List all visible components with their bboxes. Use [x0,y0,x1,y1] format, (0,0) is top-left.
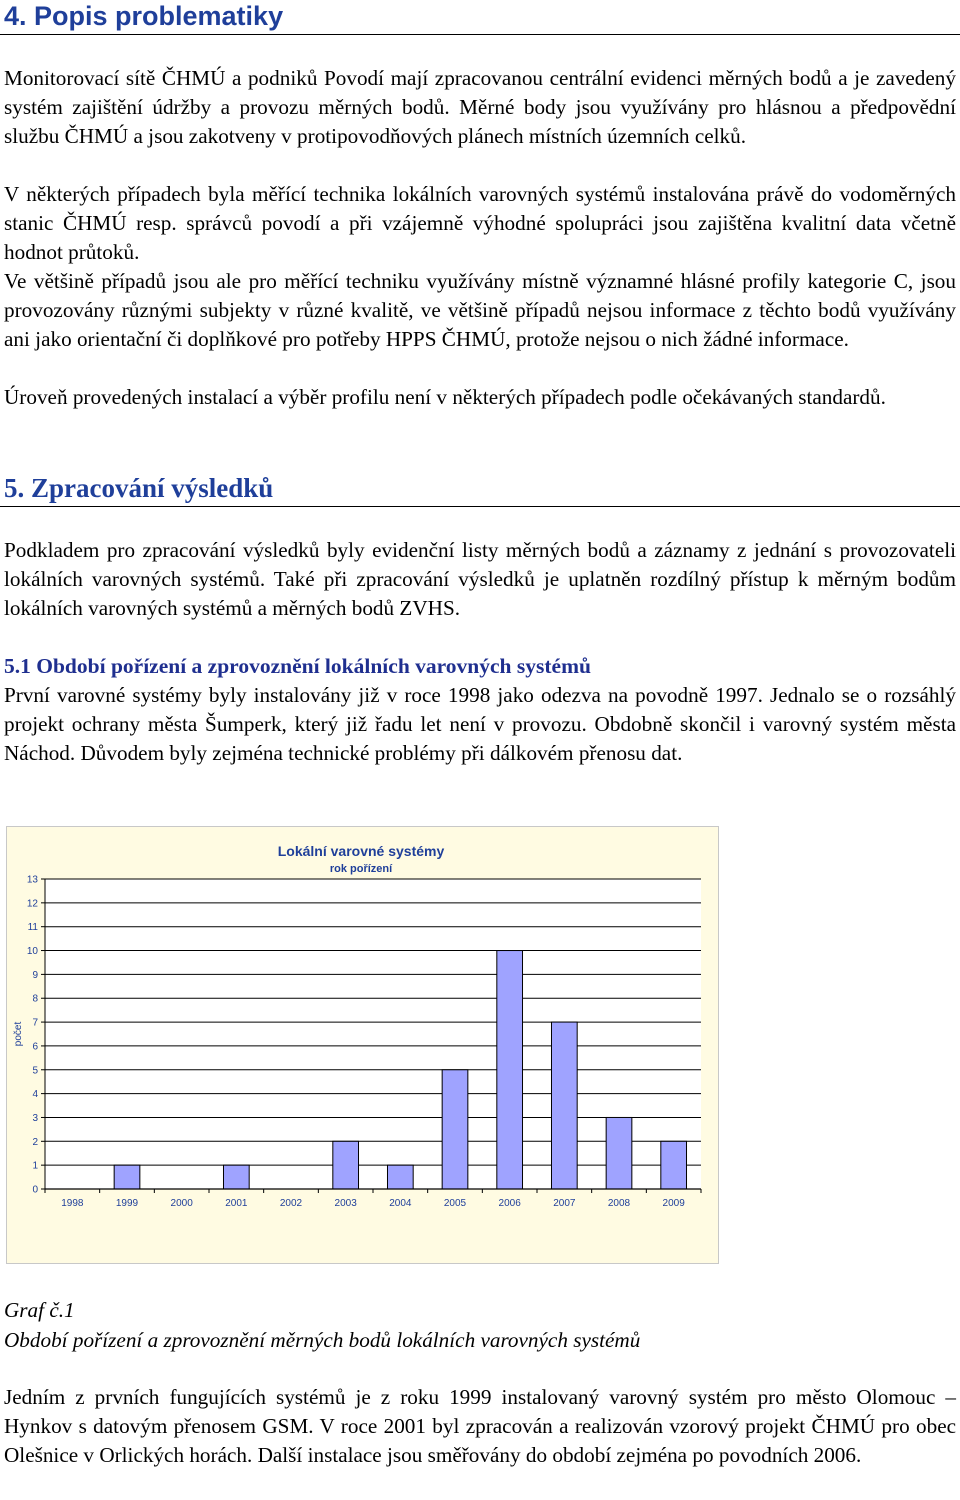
chart-container [6,826,719,1264]
plot-area [45,879,701,1189]
chart-subtitle: rok pořízení [329,863,393,875]
section-5-1-paragraph-1: První varovné systémy byly instalovány již v roce 1998 jako odezva na povodně 1997. Jednalo se o rozsáhlý projekt ochrany města Šumperk, který již řadu let není v provozu. Obdobně skončil i varovný systém města Náchod. Důvodem byly zejména technické problémy při dálkovém přenosu dat. [4,683,956,765]
bar-2007 [551,1022,577,1189]
bar-1999 [114,1165,140,1189]
y-tick-label: 13 [26,874,38,886]
x-tick-label: 2004 [389,1198,412,1209]
section-5-paragraph-1: Podkladem pro zpracování výsledků byly evidenční listy měrných bodů a záznamy z jednání s provozovateli lokálních varovných systémů. Také při zpracování výsledků je uplatněn rozdílný přístup k měrným bodům lokálních varovných systémů a měrných bodů ZVHS. [4,538,956,620]
bar-2008 [606,1117,632,1189]
y-tick-label: 10 [26,946,38,958]
y-tick-label: 7 [32,1017,38,1029]
y-tick-label: 8 [32,993,38,1005]
y-tick-label: 6 [32,1041,38,1053]
chart-title: Lokální varovné systémy [277,843,445,859]
x-tick-label: 2003 [334,1198,357,1209]
x-tick-label: 2007 [553,1198,576,1209]
x-tick-label: 2000 [170,1198,193,1209]
y-tick-label: 2 [32,1136,38,1148]
section-5-1-heading: 5.1 Období pořízení a zprovoznění lokálních varovných systémů [4,654,591,678]
x-tick-label: 2006 [498,1198,521,1209]
bar-chart [7,827,718,1263]
bar-2006 [497,951,523,1189]
section-4-paragraph-1: Monitorovací sítě ČHMÚ a podniků Povodí mají zpracovanou centrální evidenci měrných bodů a je zavedený systém zajištění údržby a provozu měrných bodů. Měrné body jsou využívány pro hlásnou a předpovědní službu ČHMÚ a jsou zakotveny v protipovodňových plánech místních územních celků. [4,66,956,148]
x-tick-label: 2002 [279,1198,303,1209]
x-tick-label: 2008 [607,1198,631,1209]
x-tick-label: 2005 [443,1198,467,1209]
bar-2005 [442,1070,468,1189]
y-tick-label: 1 [32,1160,38,1172]
bar-2003 [333,1141,359,1189]
y-tick-label: 9 [32,969,38,981]
section-5-1-paragraph-2: Jedním z prvních fungujících systémů je z roku 1999 instalovaný varovný systém pro město Olomouc – Hynkov s datovým přenosem GSM. V roce 2001 byl zpracován a realizován vzorový projekt ČHMÚ pro obec Olešnice v Orlických horách. Další instalace jsou směřovány do období zejména po povodních 2006. [4,1385,956,1467]
section-5-heading: 5. Zpracování výsledků [4,473,274,503]
x-tick-label: 1999 [115,1198,139,1209]
section-4-rule [0,34,960,35]
bar-2004 [387,1165,413,1189]
section-4-paragraph-2: V některých případech byla měřící technika lokálních varovných systémů instalována právě do vodoměrných stanic ČHMÚ resp. správců povodí a při vzájemně výhodné spolupráci jsou zajištěna kvalitní data včetně hodnot průtoků. [4,182,956,264]
y-tick-label: 4 [32,1089,38,1101]
y-tick-label: 3 [32,1112,38,1124]
bar-2009 [661,1141,687,1189]
bar-2001 [223,1165,249,1189]
y-tick-label: 11 [27,922,38,934]
x-tick-label: 1998 [61,1198,84,1209]
y-tick-label: 5 [32,1065,38,1077]
x-tick-label: 2009 [662,1198,685,1209]
y-tick-label: 12 [26,898,38,910]
section-4-heading: 4. Popis problematiky [4,1,284,31]
figure-caption-title: Období pořízení a zprovoznění měrných bodů lokálních varovných systémů [4,1328,641,1352]
section-5-rule [0,506,960,507]
section-4-paragraph-4: Úroveň provedených instalací a výběr profilu není v některých případech podle očekávaných standardů. [4,385,886,409]
section-4-paragraph-3: Ve většině případů jsou ale pro měřící techniku využívány místně významné hlásné profily kategorie C, jsou provozovány různými subjekty v různé kvalitě, ve většině případů nejsou informace z těchto bodů využívány ani jako orientační či doplňkové pro potřeby HPPS ČHMÚ, protože nejsou o nich žádné informace. [4,269,956,351]
y-axis-label: počet [13,1021,24,1047]
figure-caption-number: Graf č.1 [4,1298,75,1322]
x-tick-label: 2001 [225,1198,248,1209]
y-tick-label: 0 [32,1184,38,1196]
